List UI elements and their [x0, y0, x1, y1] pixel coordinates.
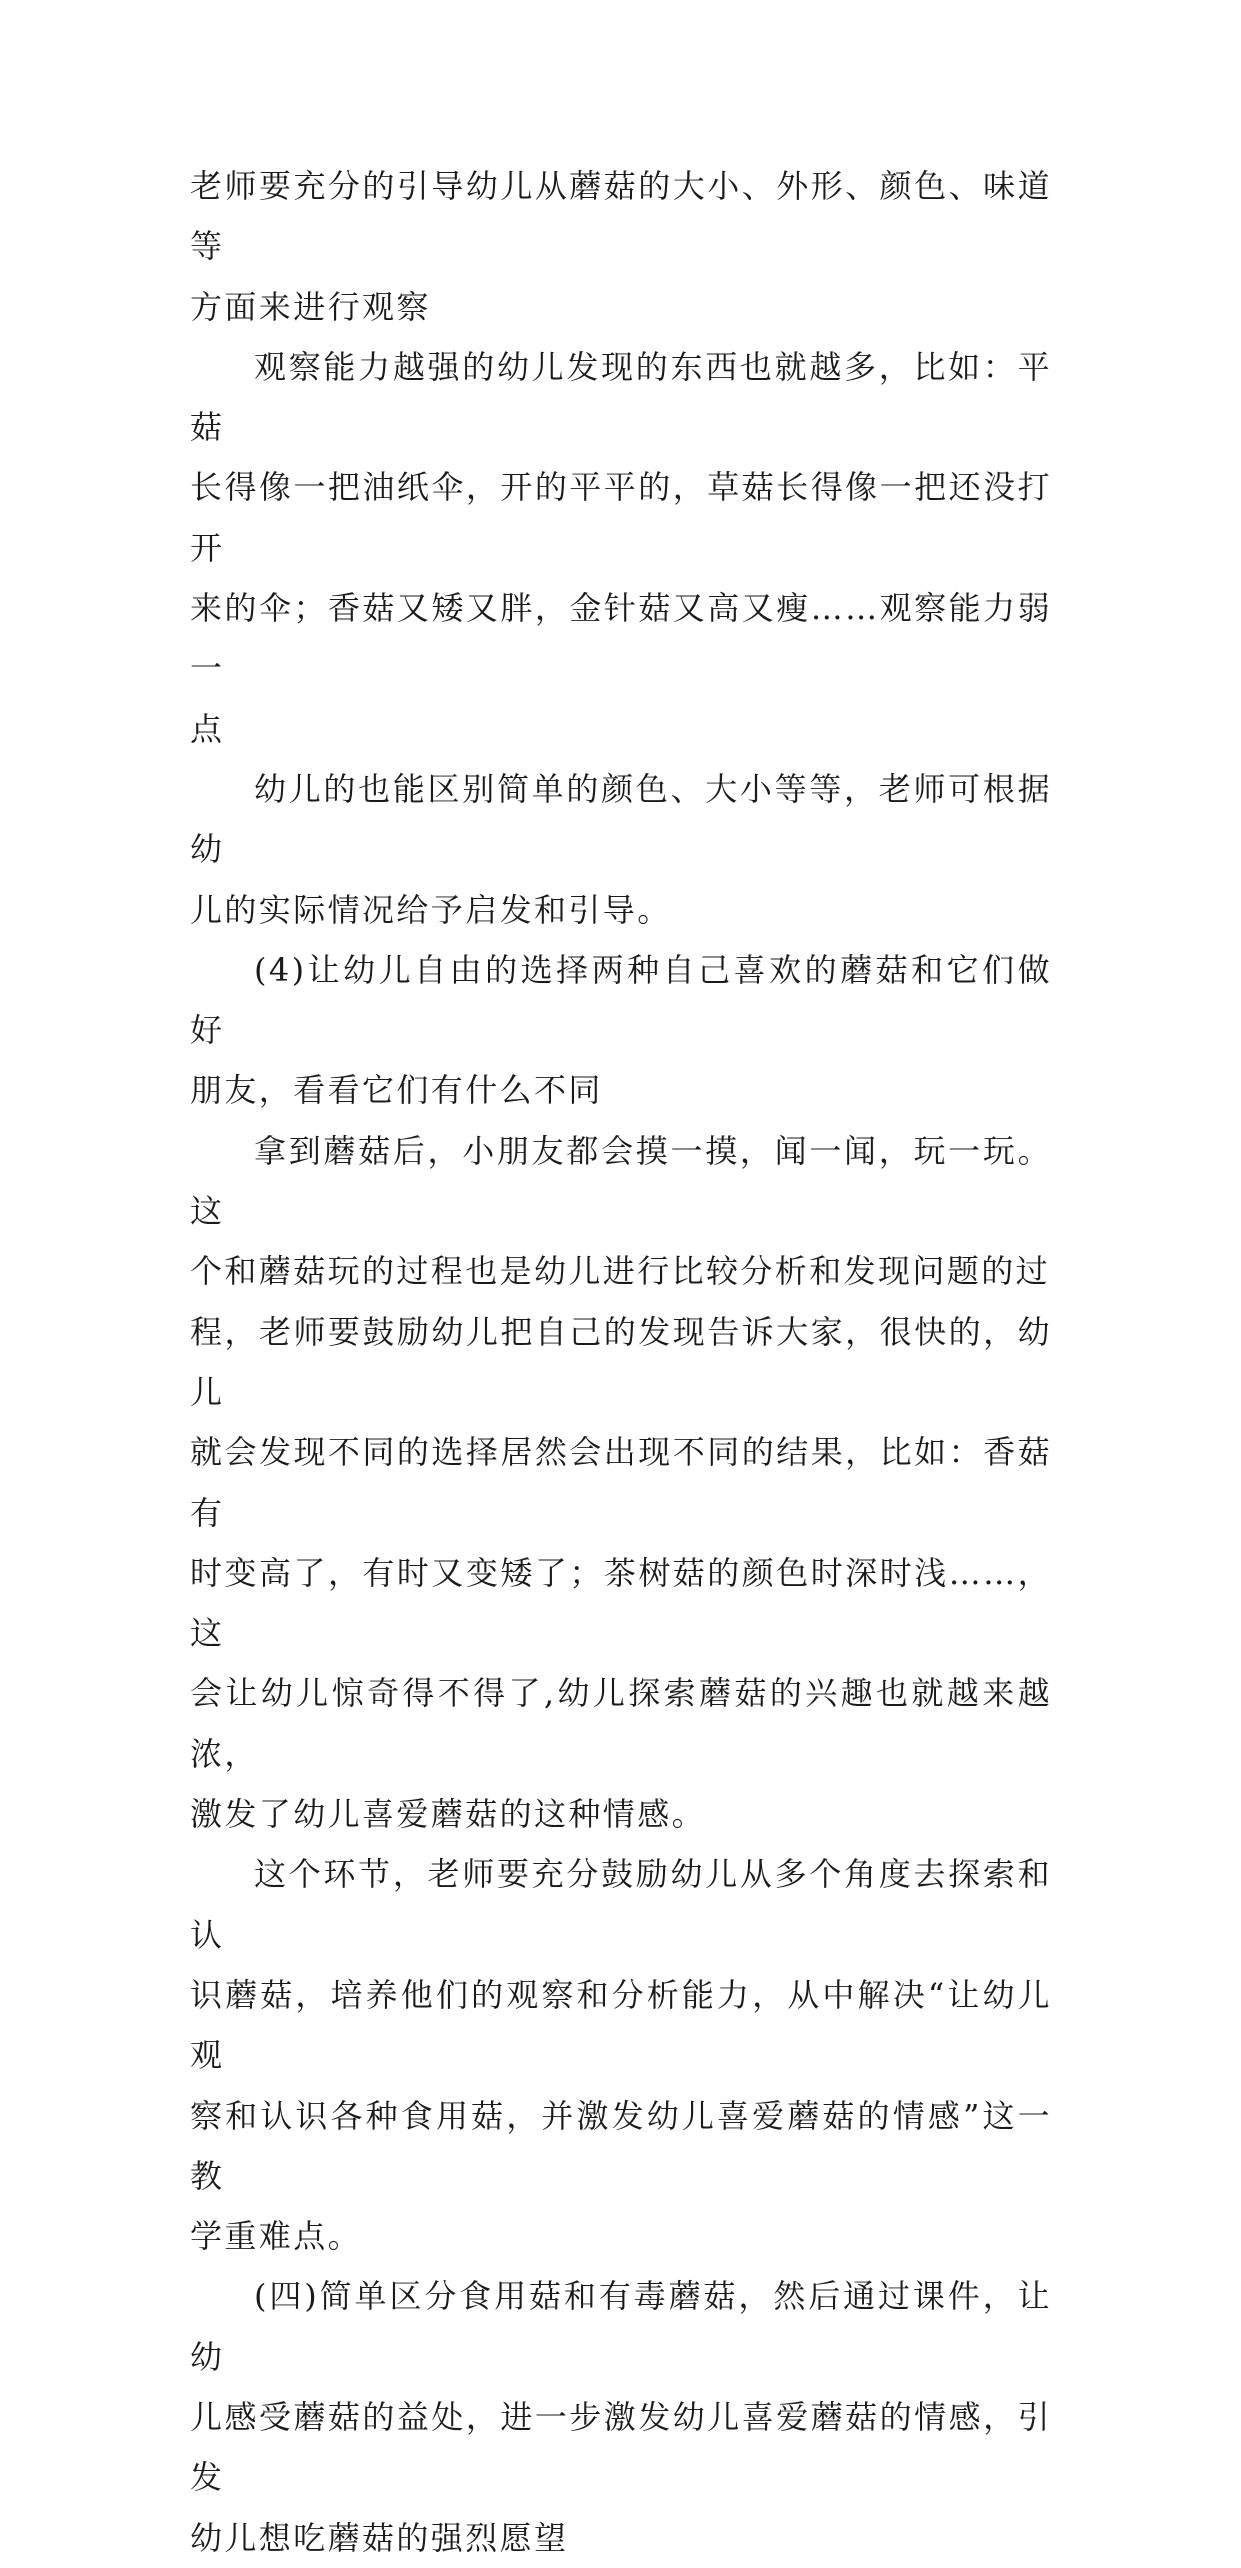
document-body [190, 156, 1052, 2568]
paragraph-key-difficulty: 这个环节，老师要充分鼓励幼儿从多个角度去探索和认 识蘑菇，培养他们的观察和分析能力，从中解决“让幼儿观 察和认识各种食用菇，并激发幼儿喜爱蘑菇的情感”这一教 学重难点。 [190, 1855, 1052, 2256]
paragraph-strong-observers: 观察能力越强的幼儿发现的东西也就越多，比如：平菇 长得像一把油纸伞，开的平平的，草菇长得像一把还没打开 来的伞；香菇又矮又胖，金针菇又高又瘦……观察能力弱一 点 [190, 347, 1052, 748]
paragraph-play-with-mushrooms: 拿到蘑菇后，小朋友都会摸一摸，闻一闻，玩一玩。这 个和蘑菇玩的过程也是幼儿进行比较分析和发现问题的过 程，老师要鼓励幼儿把自己的发现告诉大家，很快的，幼儿 就会发现不同的选择居然会出现不同的结果，比如：香菇有 时变高了，有时又变矮了；茶树菇的颜色时深时浅……，这 会让幼儿惊奇得不得了,幼儿探索蘑菇的兴趣也就越来越浓， 激发了幼儿喜爱蘑菇的这种情感。 [190, 1131, 1052, 1834]
paragraph-section-4: (四)简单区分食用菇和有毒蘑菇，然后通过课件，让幼 儿感受蘑菇的益处，进一步激发幼儿喜爱蘑菇的情感，引发 幼儿想吃蘑菇的强烈愿望 [190, 2277, 1052, 2557]
paragraph-observation-guidance: 老师要充分的引导幼儿从蘑菇的大小、外形、颜色、味道等 方面来进行观察 [190, 167, 1052, 326]
paragraph-weak-observers: 幼儿的也能区别简单的颜色、大小等等，老师可根据幼 儿的实际情况给予启发和引导。 [190, 769, 1052, 929]
paragraph-step-4: (4)让幼儿自由的选择两种自己喜欢的蘑菇和它们做好 朋友，看看它们有什么不同 [190, 950, 1052, 1110]
